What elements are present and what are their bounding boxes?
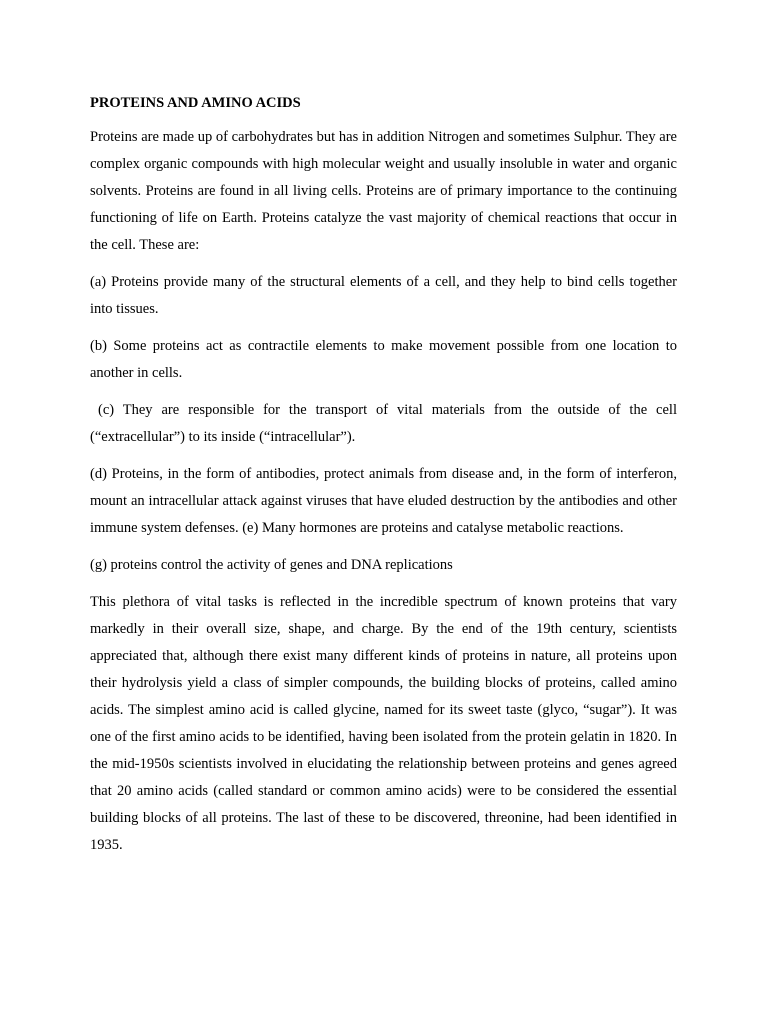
amino-acids-paragraph: This plethora of vital tasks is reflected in the incredible spectrum of known proteins that vary markedly in their overall size, shape, and charge. By the end of the 19th century, scientists appreciated that, although there exist many different kinds of proteins in nature, all proteins upon their hydrolysis yield a class of simpler compounds, the building blocks of proteins, called amino acids. The simplest amino acid is called glycine, named for its sweet taste (glyco, “sugar”). It was one of the first amino acids to be identified, having been isolated from the protein gelatin in 1820. In the mid-1950s scientists involved in elucidating the relationship between proteins and genes agreed that 20 amino acids (called standard or common amino acids) were to be considered the essential building blocks of all proteins. The last of these to be discovered, threonine, had been identified in 1935. bbox=[90, 594, 677, 853]
list-item-b: (b) Some proteins act as contractile elements to make movement possible from one location to another in cells. bbox=[90, 338, 677, 381]
list-item-g: (g) proteins control the activity of genes and DNA replications bbox=[90, 557, 453, 573]
list-item-d-e: (d) Proteins, in the form of antibodies, protect animals from disease and, in the form of interferon, mount an intracellular attack against viruses that have eluded destruction by the antibodies and other immune system defenses. (e) Many hormones are proteins and catalyse metabolic reactions. bbox=[90, 466, 677, 536]
document-title: PROTEINS AND AMINO ACIDS bbox=[90, 95, 301, 111]
list-item-a: (a) Proteins provide many of the structural elements of a cell, and they help to bind cells together into tissues. bbox=[90, 274, 677, 317]
list-item-c: (c) They are responsible for the transport of vital materials from the outside of the cell (“extracellular”) to its inside (“intracellular”). bbox=[90, 402, 677, 445]
intro-paragraph: Proteins are made up of carbohydrates but has in addition Nitrogen and sometimes Sulphur. They are complex organic compounds with high molecular weight and usually insoluble in water and organic solvents. Proteins are found in all living cells. Proteins are of primary importance to the continuing functioning of life on Earth. Proteins catalyze the vast majority of chemical reactions that occur in the cell. These are: bbox=[90, 129, 677, 253]
document-page bbox=[90, 92, 677, 869]
